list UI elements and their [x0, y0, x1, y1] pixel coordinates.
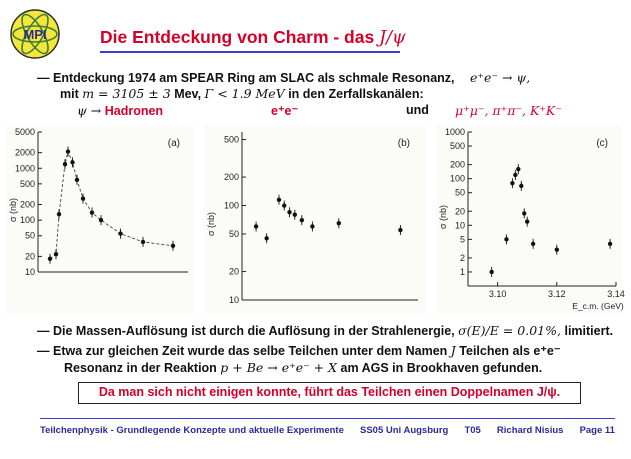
y-tick-label: 50 [24, 230, 35, 241]
y-tick-label: 100 [223, 200, 239, 211]
discovery-reaction: e⁺e⁻ → ψ, [469, 70, 531, 85]
double-name-callout: Da man sich nicht einigen konnte, führt das Teilchen einen Doppelnamen J/ψ. [78, 382, 581, 404]
mass-unit: Mev, [174, 87, 202, 101]
channel-ee: e⁺e⁻ [271, 104, 299, 118]
chart-1 [6, 124, 194, 314]
width-suffix: in den Zerfallskanälen: [288, 87, 424, 101]
data-point [504, 237, 508, 241]
data-point [282, 203, 286, 207]
y-tick-label: 50 [228, 228, 239, 239]
ags-J: J [450, 343, 456, 358]
channel-muons: μ⁺μ⁻, π⁺π⁻, K⁺K⁻ [455, 103, 562, 118]
plot-hadronen [6, 124, 194, 314]
y-tick-label: 50 [454, 187, 465, 198]
data-point [81, 196, 85, 200]
data-point [63, 162, 67, 166]
y-tick-label: 200 [19, 199, 35, 210]
data-point [555, 247, 559, 251]
title-underline [100, 51, 400, 53]
data-point [398, 228, 402, 232]
reaction-text-2: am AGS in Brookhaven gefunden. [340, 361, 543, 375]
data-point [525, 219, 529, 223]
resolution-formula: σ(E)/E = 0.01%, [458, 323, 561, 338]
y-tick-label: 1 [459, 266, 465, 277]
line-resolution [37, 323, 613, 338]
data-point [510, 181, 514, 185]
y-tick-label: 10 [228, 295, 239, 305]
data-point [300, 218, 304, 222]
y-tick-label: 1000 [14, 163, 35, 174]
reaction-formula: p + Be → e⁺e⁻ + X [220, 360, 338, 375]
data-point [531, 242, 535, 246]
y-tick-label: 500 [223, 134, 239, 145]
mass-prefix: mit [60, 87, 79, 101]
data-point [293, 212, 297, 216]
bullet-dash: — [37, 71, 50, 85]
chart-2 [204, 124, 426, 314]
page-title [100, 27, 406, 48]
bullet-dash: — [37, 344, 50, 358]
data-point [66, 149, 70, 153]
x-tick-label: 3.10 [488, 289, 507, 299]
channel-hadronen: Hadronen [104, 104, 164, 118]
width-value: Γ < 1.9 MeV [204, 86, 285, 101]
y-axis-label: σ (nb) [206, 211, 216, 237]
plot-ee [204, 124, 426, 314]
line-ags [37, 343, 560, 358]
line-discovery [37, 70, 530, 85]
footer-course: Teilchenphysik - Grundlegende Konzepte und aktuelle Experimente [40, 425, 344, 436]
data-point [277, 198, 281, 202]
y-tick-label: 1000 [444, 127, 465, 137]
data-point [70, 160, 74, 164]
y-tick-label: 5 [459, 234, 465, 245]
data-point [254, 224, 258, 228]
ags-text-2: Teilchen als e⁺e⁻ [459, 344, 561, 358]
y-tick-label: 20 [454, 206, 465, 217]
data-point [522, 211, 526, 215]
y-tick-label: 100 [19, 215, 35, 226]
resolution-end: limitiert. [564, 324, 614, 338]
data-point [75, 178, 79, 182]
line-reaction [64, 360, 542, 375]
mpi-logo [9, 8, 61, 60]
data-point [608, 242, 612, 246]
data-point [337, 221, 341, 225]
y-tick-label: 200 [223, 172, 239, 183]
line-mass [60, 86, 424, 101]
logo-text: MPI [23, 27, 47, 42]
y-axis-label: σ (nb) [438, 204, 448, 230]
y-tick-label: 100 [449, 173, 465, 184]
footer-page: Page 11 [579, 425, 615, 436]
resolution-text: Die Massen-Auflösung ist durch die Auflösung in der Strahlenergie, [52, 324, 455, 338]
data-point [99, 218, 103, 222]
y-tick-label: 2 [459, 252, 465, 263]
fit-curve [50, 152, 173, 259]
panel-label: (b) [397, 138, 410, 149]
data-point [48, 257, 52, 261]
mass-value: m = 3105 ± 3 [82, 86, 171, 101]
data-point [54, 252, 58, 256]
y-tick-label: 20 [24, 251, 35, 262]
y-tick-label: 20 [228, 266, 239, 277]
footer-lecture: T05 [464, 425, 481, 436]
data-point [57, 212, 61, 216]
y-tick-label: 500 [19, 178, 35, 189]
footer-semester: SS05 Uni Augsburg [360, 425, 449, 436]
discovery-text: Entdeckung 1974 am SPEAR Ring am SLAC als schmale Resonanz, [52, 71, 455, 85]
title-text: Die Entdeckung von Charm - das [100, 27, 380, 47]
x-axis-label: E_c.m. (GeV) [572, 301, 624, 311]
panel-label: (c) [596, 138, 608, 149]
psi-arrow: ψ → [77, 103, 102, 118]
data-point [118, 231, 122, 235]
y-axis-label: σ (nb) [8, 197, 18, 223]
data-point [264, 236, 268, 240]
data-point [310, 224, 314, 228]
data-point [287, 210, 291, 214]
title-particle: J/ψ [379, 28, 406, 48]
y-tick-label: 2000 [14, 147, 35, 158]
ags-text-1: Etwa zur gleichen Zeit wurde das selbe Teilchen unter dem Namen [52, 344, 448, 358]
data-point [516, 167, 520, 171]
y-tick-label: 10 [24, 267, 35, 277]
x-tick-label: 3.14 [607, 289, 625, 299]
data-point [141, 240, 145, 244]
y-tick-label: 200 [449, 159, 465, 170]
data-point [519, 184, 523, 188]
y-tick-label: 5000 [14, 127, 35, 137]
footer-divider [40, 418, 615, 419]
panel-label: (a) [167, 138, 180, 149]
footer [40, 425, 615, 436]
reaction-text-1: Resonanz in der Reaktion [64, 361, 217, 375]
x-tick-label: 3.12 [548, 289, 566, 299]
data-point [489, 270, 493, 274]
bullet-dash: — [37, 324, 50, 338]
y-tick-label: 10 [454, 220, 465, 231]
data-point [513, 173, 517, 177]
channel-und: und [406, 103, 429, 117]
plot-mumu [436, 124, 625, 314]
y-tick-label: 500 [449, 141, 465, 152]
footer-author: Richard Nisius [496, 425, 564, 436]
line-channels [77, 103, 163, 118]
chart-3 [436, 124, 625, 314]
data-point [171, 244, 175, 248]
data-point [90, 210, 94, 214]
